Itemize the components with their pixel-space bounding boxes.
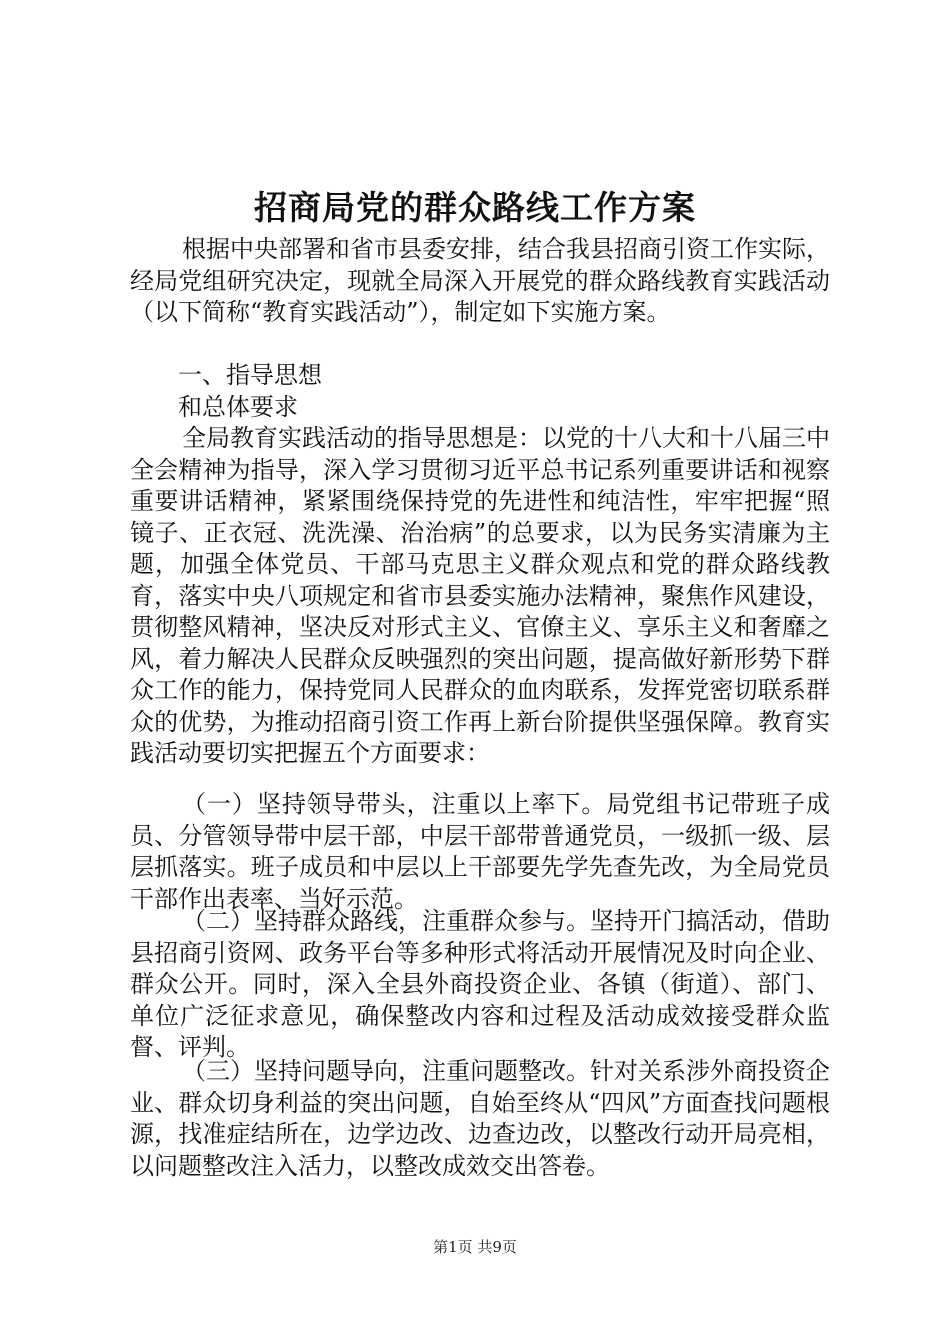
- requirement-item-2: （二）坚持群众路线，注重群众参与。坚持开门搞活动，借助县招商引资网、政务平台等多种形式将活动开展情况及时向企业、群众公开。同时，深入全县外商投资企业、各镇（街道）、部门、单位广泛征求意见，确保整改内容和过程及活动成效接受群众监督、评判。: [130, 907, 830, 1061]
- document-title: 招商局党的群众路线工作方案: [254, 188, 696, 227]
- section-heading-line1: 一、指导思想: [178, 361, 322, 389]
- intro-paragraph: 根据中央部署和省市县委安排，结合我县招商引资工作实际，经局党组研究决定，现就全局深入开展党的群众路线教育实践活动（以下简称“教育实践活动”），制定如下实施方案。: [130, 235, 830, 326]
- requirement-item-3: （三）坚持问题导向，注重问题整改。针对关系涉外商投资企业、群众切身利益的突出问题，自始至终从“四风”方面查找问题根源，找准症结所在，边学边改、边查边改，以整改行动开局亮相，以问题整改注入活力，以整改成效交出答卷。: [130, 1057, 830, 1180]
- section-heading-line2: 和总体要求: [178, 393, 298, 421]
- section-body-paragraph: 全局教育实践活动的指导思想是：以党的十八大和十八届三中全会精神为指导，深入学习贯彻习近平总书记系列重要讲话和视察重要讲话精神，紧紧围绕保持党的先进性和纯洁性，牢牢把握“照镜子、正衣冠、洗洗澡、治治病”的总要求，以为民务实清廉为主题，加强全体党员、干部马克思主义群众观点和党的群众路线教育，落实中央八项规定和省市县委实施办法精神，聚焦作风建设，贯彻整风精神，坚决反对形式主义、官僚主义、享乐主义和奢靡之风，着力解决人民群众反映强烈的突出问题，提高做好新形势下群众工作的能力，保持党同人民群众的血肉联系，发挥党密切联系群众的优势，为推动招商引资工作再上新台阶提供坚强保障。教育实践活动要切实把握五个方面要求：: [130, 424, 830, 767]
- requirement-item-1: （一）坚持领导带头，注重以上率下。局党组书记带班子成员、分管领导带中层干部，中层干部带普通党员，一级抓一级、层层抓落实。班子成员和中层以上干部要先学先查先改，为全局党员干部作出表率、当好示范。: [130, 790, 830, 913]
- page-number-footer: 第1页 共9页: [433, 1238, 517, 1256]
